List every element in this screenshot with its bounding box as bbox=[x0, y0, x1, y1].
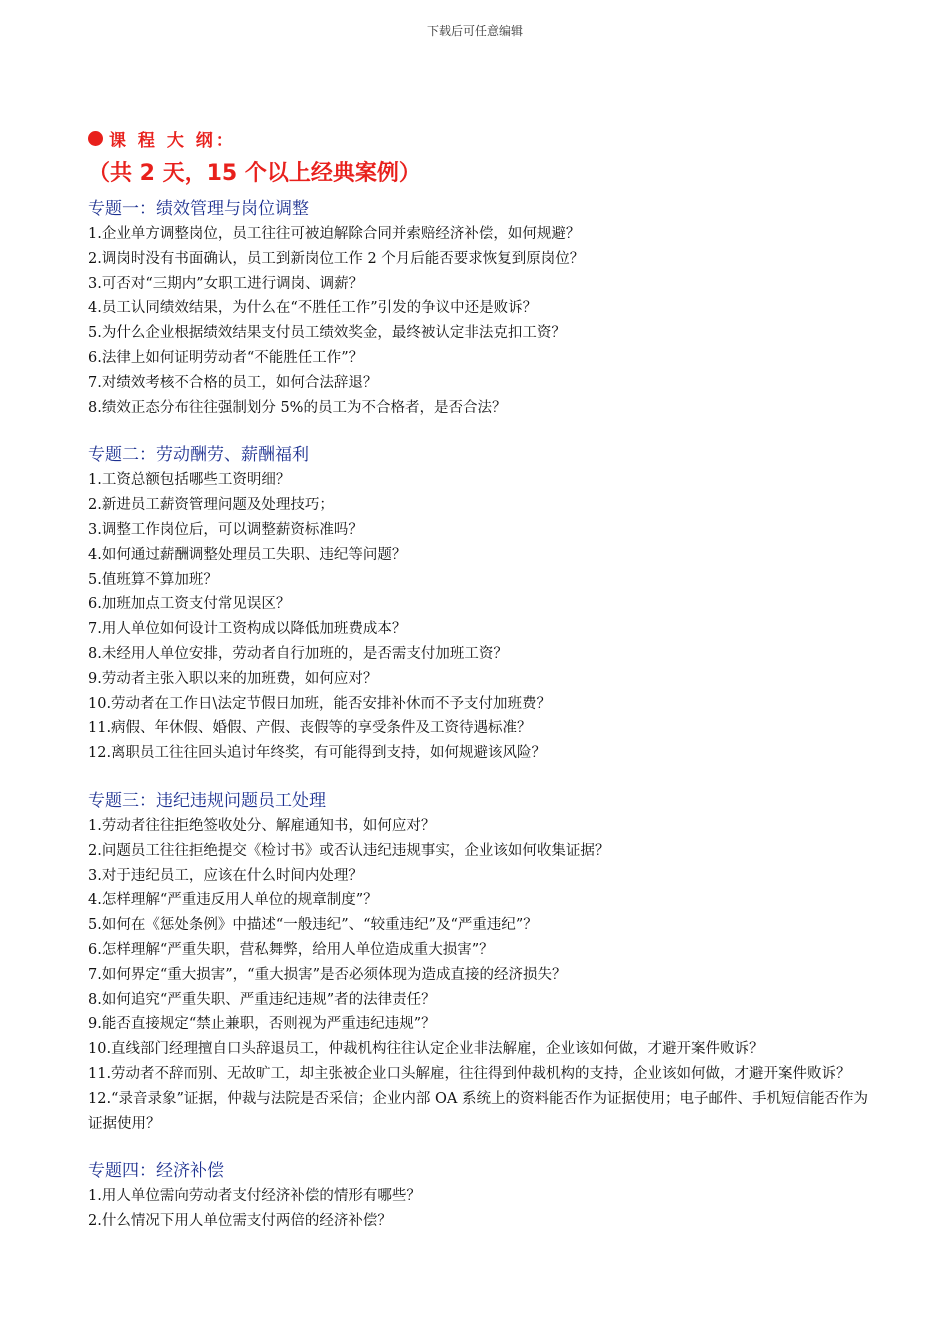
topic-heading: 专题二：劳动酬劳、薪酬福利 bbox=[88, 445, 309, 466]
list-item: 6.法律上如何证明劳动者“不能胜任工作”？ bbox=[88, 349, 364, 366]
list-item: 1.劳动者往往拒绝签收处分、解雇通知书，如何应对？ bbox=[88, 817, 436, 834]
list-item: 7.用人单位如何设计工资构成以降低加班费成本？ bbox=[88, 621, 407, 638]
list-item: 11.劳动者不辞而别、无故旷工，却主张被企业口头解雇，往往得到仲裁机构的支持，企业该如何做，才避开案件败诉？ bbox=[88, 1065, 851, 1082]
list-item: 7.对绩效考核不合格的员工，如何合法辞退？ bbox=[88, 374, 378, 391]
list-item: 10.直线部门经理擅自口头辞退员工，仲裁机构往往认定企业非法解雇，企业该如何做，才避开案件败诉？ bbox=[88, 1041, 764, 1058]
list-item: 2.新进员工薪资管理问题及处理技巧； bbox=[88, 497, 334, 514]
list-item: 9.劳动者主张入职以来的加班费，如何应对？ bbox=[88, 670, 378, 687]
outline-title bbox=[88, 124, 880, 152]
list-item: 3.对于违纪员工，应该在什么时间内处理？ bbox=[88, 867, 363, 884]
outline-title-text: 课 程 大 纲： bbox=[109, 130, 236, 151]
list-item: 12.“录音录象”证据，仲裁与法院是否采信；企业内部 OA 系统上的资料能否作为证据使用；电子邮件、手机短信能否作为证据使用？ bbox=[88, 1090, 868, 1132]
topic-item-list bbox=[88, 468, 880, 766]
list-item: 1.企业单方调整岗位，员工往往可被迫解除合同并索赔经济补偿，如何规避？ bbox=[88, 226, 581, 242]
list-item: 12.离职员工往往回头追讨年终奖，有可能得到支持，如何规避该风险？ bbox=[88, 745, 547, 762]
topic-item-list bbox=[88, 222, 880, 420]
list-item: 7.如何界定“重大损害”，“重大损害”是否必须体现为造成直接的经济损失？ bbox=[88, 966, 567, 983]
topic-item-list bbox=[88, 814, 880, 1136]
topic-heading: 专题三：违纪违规问题员工处理 bbox=[88, 790, 326, 811]
topic-section bbox=[88, 788, 880, 1136]
list-item: 4.如何通过薪酬调整处理员工失职、违纪等问题？ bbox=[88, 546, 407, 563]
topic-section bbox=[88, 1158, 880, 1234]
list-item: 8.未经用人单位安排，劳动者自行加班的，是否需支付加班工资？ bbox=[88, 645, 508, 662]
outline-subtitle: （共 2 天，15 个以上经典案例） bbox=[88, 161, 421, 186]
list-item: 8.绩效正态分布往往强制划分 5%的员工为不合格者，是否合法？ bbox=[88, 399, 507, 416]
list-item: 1.用人单位需向劳动者支付经济补偿的情形有哪些？ bbox=[88, 1188, 421, 1205]
topic-item-list bbox=[88, 1184, 880, 1234]
list-item: 4.怎样理解“严重违反用人单位的规章制度”？ bbox=[88, 892, 378, 909]
list-item: 2.调岗时没有书面确认，员工到新岗位工作 2 个月后能否要求恢复到原岗位？ bbox=[88, 250, 585, 267]
list-item: 8.如何追究“严重失职、严重违纪违规”者的法律责任？ bbox=[88, 991, 436, 1008]
topic-section bbox=[88, 442, 880, 766]
list-item: 2.什么情况下用人单位需支付两倍的经济补偿？ bbox=[88, 1213, 392, 1230]
list-item: 11.病假、年休假、婚假、产假、丧假等的享受条件及工资待遇标准？ bbox=[88, 720, 532, 737]
topic-heading: 专题四：经济补偿 bbox=[88, 1161, 224, 1182]
list-item: 9.能否直接规定“禁止兼职，否则视为严重违纪违规”？ bbox=[88, 1016, 436, 1033]
list-item: 5.如何在《惩处条例》中描述“一般违纪”、“较重违纪”及“严重违纪”？ bbox=[88, 917, 538, 934]
list-item: 6.加班加点工资支付常见误区？ bbox=[88, 596, 291, 613]
list-item: 3.可否对“三期内”女职工进行调岗、调薪？ bbox=[88, 275, 364, 292]
page-header: 下载后可任意编辑 bbox=[426, 24, 523, 38]
list-item: 6.怎样理解“严重失职，营私舞弊，给用人单位造成重大损害”？ bbox=[88, 941, 494, 958]
list-item: 5.值班算不算加班？ bbox=[88, 571, 218, 588]
list-item: 1.工资总额包括哪些工资明细？ bbox=[88, 472, 291, 489]
red-dot-bullet-icon bbox=[88, 131, 103, 146]
list-item: 5.为什么企业根据绩效结果支付员工绩效奖金，最终被认定非法克扣工资？ bbox=[88, 325, 566, 342]
list-item: 2.问题员工往往拒绝提交《检讨书》或否认违纪违规事实，企业该如何收集证据？ bbox=[88, 842, 610, 859]
topic-heading: 专题一：绩效管理与岗位调整 bbox=[88, 199, 309, 219]
list-item: 3.调整工作岗位后，可以调整薪资标准吗？ bbox=[88, 521, 363, 538]
topic-section bbox=[88, 196, 880, 420]
list-item: 4.员工认同绩效结果，为什么在“不胜任工作”引发的争议中还是败诉？ bbox=[88, 300, 538, 317]
document-body bbox=[88, 124, 880, 1234]
list-item: 10.劳动者在工作日\法定节假日加班，能否安排补休而不予支付加班费？ bbox=[88, 695, 551, 712]
